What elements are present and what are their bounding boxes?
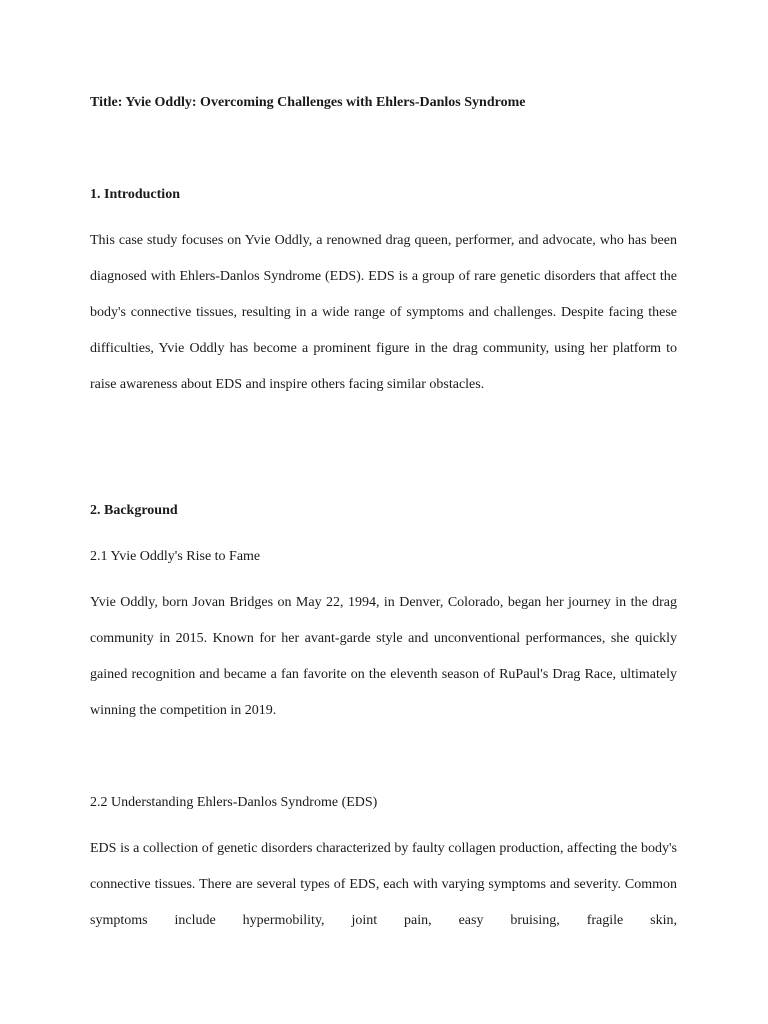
rise-to-fame-paragraph: Yvie Oddly, born Jovan Bridges on May 22, 1994, in Denver, Colorado, began her journey in the drag community in 2015. Known for her avant-garde style and unconventional performances, she quickly gained recognition and became a fan favorite on the eleventh season of RuPaul's Drag Race, ultimately winning the competition in 2019. xyxy=(90,595,677,718)
understanding-eds-paragraph: EDS is a collection of genetic disorders characterized by faulty collagen production, affecting the body's connective tissues. There are several types of EDS, each with varying symptoms and severity. Common symptoms include hypermobility, joint pain, easy bruising, fragile skin, xyxy=(90,841,677,928)
section-heading-introduction: 1. Introduction xyxy=(90,187,180,202)
subsection-heading-rise-to-fame: 2.1 Yvie Oddly's Rise to Fame xyxy=(90,549,261,564)
introduction-paragraph: This case study focuses on Yvie Oddly, a renowned drag queen, performer, and advocate, who has been diagnosed with Ehlers-Danlos Syndrome (EDS). EDS is a group of rare genetic disorders that affect the body's connective tissues, resulting in a wide range of symptoms and challenges. Despite facing these difficulties, Yvie Oddly has become a prominent figure in the drag community, using her platform to raise awareness about EDS and inspire others facing similar obstacles. xyxy=(90,233,677,392)
section-heading-background: 2. Background xyxy=(90,503,178,518)
document-title: Title: Yvie Oddly: Overcoming Challenges with Ehlers-Danlos Syndrome xyxy=(90,95,526,110)
subsection-heading-understanding-eds: 2.2 Understanding Ehlers-Danlos Syndrome (EDS) xyxy=(90,795,378,810)
